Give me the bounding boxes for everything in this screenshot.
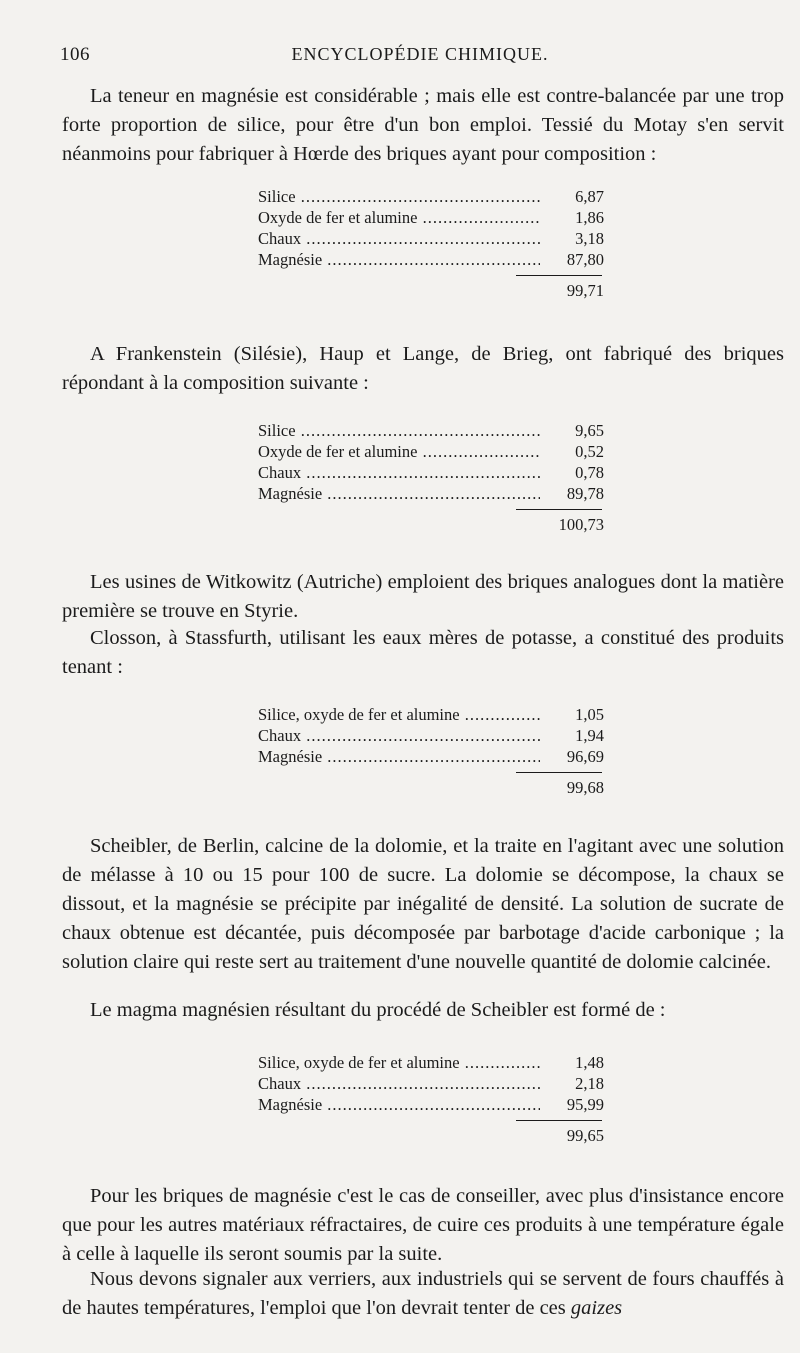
- row-value: 0,78: [540, 462, 604, 483]
- row-label: Silice, oxyde de fer et alumine .....: [258, 1052, 540, 1073]
- row-label: Magnésie .....: [258, 483, 540, 504]
- table-row: [258, 441, 604, 462]
- page-number: 106: [60, 44, 90, 65]
- composition-table: [258, 1052, 604, 1146]
- table-row: [258, 746, 604, 767]
- paragraph: La teneur en magnésie est considérable ; mais elle est contre-balancée par une trop forte proportion de silice, pour être d'un bon emploi. Tessié du Motay s'en servit néanmoins pour fabriquer à Hœrde des briques ayant pour composition :: [62, 85, 784, 165]
- paragraph: Closson, à Stassfurth, utilisant les eaux mères de potasse, a constitué des produits tenant :: [62, 627, 784, 678]
- table-row: [258, 1073, 604, 1094]
- table-row: [258, 1094, 604, 1115]
- row-value: 2,18: [540, 1073, 604, 1094]
- table-row: [258, 462, 604, 483]
- table-total: 99,65: [566, 1126, 604, 1145]
- table-row: [258, 483, 604, 504]
- row-value: 87,80: [540, 249, 604, 270]
- row-label: Magnésie .....: [258, 249, 540, 270]
- row-label: Magnésie .....: [258, 746, 540, 767]
- row-label: Chaux .....: [258, 462, 540, 483]
- row-label: Chaux .....: [258, 725, 540, 746]
- table-row: [258, 704, 604, 725]
- row-value: 0,52: [540, 441, 604, 462]
- composition-table: [258, 420, 604, 535]
- row-value: 3,18: [540, 228, 604, 249]
- page-header: [60, 44, 780, 70]
- table-total: 99,71: [566, 281, 604, 300]
- table-total: 99,68: [566, 778, 604, 797]
- row-value: 96,69: [540, 746, 604, 767]
- row-value: 95,99: [540, 1094, 604, 1115]
- row-label: Chaux .....: [258, 228, 540, 249]
- row-value: 1,94: [540, 725, 604, 746]
- paragraph: [62, 1265, 784, 1323]
- row-value: 89,78: [540, 483, 604, 504]
- table-total: 100,73: [558, 515, 604, 534]
- paragraph: Scheibler, de Berlin, calcine de la dolomie, et la traite en l'agitant avec une solution de mélasse à 10 ou 15 pour 100 de sucre. La dolomie se décompose, la chaux se dissout, et la magnésie se précipite par inégalité de densité. La solution de sucrate de chaux obtenue est décantée, puis décomposée par barbotage d'acide carbonique ; la solution claire qui reste sert au traitement d'une nouvelle quantité de dolomie calcinée.: [62, 835, 784, 973]
- row-label: Chaux .....: [258, 1073, 540, 1094]
- row-label: Oxyde de fer et alumine .....: [258, 207, 540, 228]
- row-value: 1,48: [540, 1052, 604, 1073]
- row-value: 1,05: [540, 704, 604, 725]
- composition-table: [258, 704, 604, 798]
- italic-word: gaizes: [570, 1297, 623, 1319]
- table-row: [258, 249, 604, 270]
- table-row: [258, 420, 604, 441]
- row-label: Magnésie .....: [258, 1094, 540, 1115]
- row-label: Oxyde de fer et alumine .....: [258, 441, 540, 462]
- paragraph-text: Nous devons signaler aux verriers, aux industriels qui se servent de fours chauffés à de hautes températures, l'emploi que l'on devrait tenter de ces: [62, 1268, 784, 1319]
- table-row: [258, 1052, 604, 1073]
- row-value: 9,65: [540, 420, 604, 441]
- table-row: [258, 207, 604, 228]
- row-label: Silice .....: [258, 186, 540, 207]
- row-value: 1,86: [540, 207, 604, 228]
- table-row: [258, 228, 604, 249]
- row-value: 6,87: [540, 186, 604, 207]
- paragraph: Le magma magnésien résultant du procédé de Scheibler est formé de :: [90, 999, 666, 1021]
- table-row: [258, 725, 604, 746]
- paragraph: Pour les briques de magnésie c'est le cas de conseiller, avec plus d'insistance encore que pour les autres matériaux réfractaires, de cuire ces produits à une température égale à celle à laquelle ils seront soumis par la suite.: [62, 1185, 784, 1265]
- paragraph: A Frankenstein (Silésie), Haup et Lange, de Brieg, ont fabriqué des briques répondant à la composition suivante :: [62, 343, 784, 394]
- row-label: Silice .....: [258, 420, 540, 441]
- table-row: [258, 186, 604, 207]
- composition-table: [258, 186, 604, 301]
- paragraph: Les usines de Witkowitz (Autriche) emploient des briques analogues dont la matière première se trouve en Styrie.: [62, 571, 784, 622]
- running-title: ENCYCLOPÉDIE CHIMIQUE.: [291, 44, 549, 64]
- row-label: Silice, oxyde de fer et alumine .....: [258, 704, 540, 725]
